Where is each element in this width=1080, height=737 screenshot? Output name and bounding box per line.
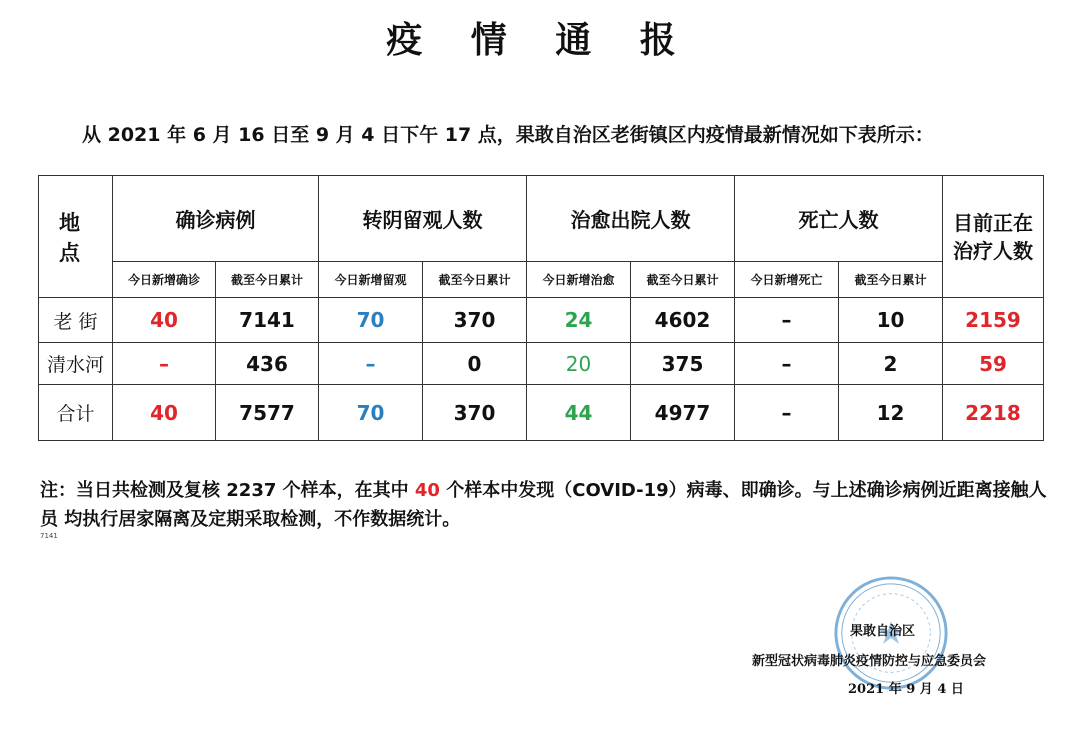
cell-current-treatment: 2218 bbox=[943, 385, 1044, 441]
note-highlight-count: 40 bbox=[414, 480, 440, 501]
subheader-new-observation: 今日新增留观 bbox=[319, 262, 423, 298]
cell-total-confirmed: 7577 bbox=[216, 385, 319, 441]
cell-total-observation: 0 bbox=[423, 343, 527, 385]
group-header-observation: 转阴留观人数 bbox=[319, 176, 527, 262]
note-text-after: 个样本中发现（COVID-19）病毒、即确诊。与上述确诊病例近距离接触人员 均执行居家隔离及定期采取检测，不作数据统计。 bbox=[40, 480, 1047, 530]
cell-new-recovered: 24 bbox=[527, 298, 631, 343]
signature-committee: 新型冠状病毒肺炎疫情防控与应急委员会 bbox=[752, 654, 987, 669]
subheader-new-recovered: 今日新增治愈 bbox=[527, 262, 631, 298]
cell-new-observation: 70 bbox=[319, 298, 423, 343]
current-header-line1: 目前正在 bbox=[953, 210, 1033, 235]
group-header-confirmed: 确诊病例 bbox=[113, 176, 319, 262]
cell-new-recovered: 20 bbox=[527, 343, 631, 385]
current-header-line2: 治疗人数 bbox=[953, 238, 1033, 263]
subheader-new-deaths: 今日新增死亡 bbox=[735, 262, 839, 298]
cell-total-confirmed: 436 bbox=[216, 343, 319, 385]
small-code: 7141 bbox=[40, 532, 58, 540]
row-name: 合计 bbox=[39, 385, 113, 441]
row-name: 清水河 bbox=[39, 343, 113, 385]
epidemic-table bbox=[38, 175, 1044, 441]
cell-new-confirmed: 40 bbox=[113, 385, 216, 441]
subheader-total-recovered: 截至今日累计 bbox=[631, 262, 735, 298]
cell-total-deaths: 12 bbox=[839, 385, 943, 441]
cell-current-treatment: 2159 bbox=[943, 298, 1044, 343]
cell-total-recovered: 4602 bbox=[631, 298, 735, 343]
cell-new-deaths: – bbox=[735, 298, 839, 343]
table-row bbox=[39, 298, 1044, 343]
cell-new-confirmed: 40 bbox=[113, 298, 216, 343]
group-header-deaths: 死亡人数 bbox=[735, 176, 943, 262]
cell-new-deaths: – bbox=[735, 385, 839, 441]
signature-date: 2021 年 9 月 4 日 bbox=[848, 682, 964, 697]
page-title: 疫 情 通 报 bbox=[386, 20, 694, 61]
location-header: 地 点 bbox=[39, 176, 113, 298]
footnote bbox=[40, 476, 1050, 534]
table-row bbox=[39, 385, 1044, 441]
row-name: 老 街 bbox=[39, 298, 113, 343]
cell-total-recovered: 4977 bbox=[631, 385, 735, 441]
subheader-total-observation: 截至今日累计 bbox=[423, 262, 527, 298]
cell-new-observation: – bbox=[319, 343, 423, 385]
cell-new-confirmed: – bbox=[113, 343, 216, 385]
cell-current-treatment: 59 bbox=[943, 343, 1044, 385]
cell-new-observation: 70 bbox=[319, 385, 423, 441]
cell-total-deaths: 10 bbox=[839, 298, 943, 343]
table-row bbox=[39, 343, 1044, 385]
group-header-recovered: 治愈出院人数 bbox=[527, 176, 735, 262]
cell-total-deaths: 2 bbox=[839, 343, 943, 385]
note-text-before: 注：当日共检测及复核 2237 个样本，在其中 bbox=[40, 480, 415, 501]
cell-total-confirmed: 7141 bbox=[216, 298, 319, 343]
cell-new-deaths: – bbox=[735, 343, 839, 385]
subheader-total-deaths: 截至今日累计 bbox=[839, 262, 943, 298]
subheader-total-confirmed: 截至今日累计 bbox=[216, 262, 319, 298]
cell-total-observation: 370 bbox=[423, 298, 527, 343]
current-treatment-header bbox=[943, 176, 1044, 298]
subheader-new-confirmed: 今日新增确诊 bbox=[113, 262, 216, 298]
cell-total-recovered: 375 bbox=[631, 343, 735, 385]
cell-total-observation: 370 bbox=[423, 385, 527, 441]
signature-region: 果敢自治区 bbox=[850, 624, 916, 639]
intro-text: 从 2021 年 6 月 16 日至 9 月 4 日下午 17 点，果敢自治区老街镇区内疫情最新情况如下表所示： bbox=[82, 124, 934, 146]
cell-new-recovered: 44 bbox=[527, 385, 631, 441]
